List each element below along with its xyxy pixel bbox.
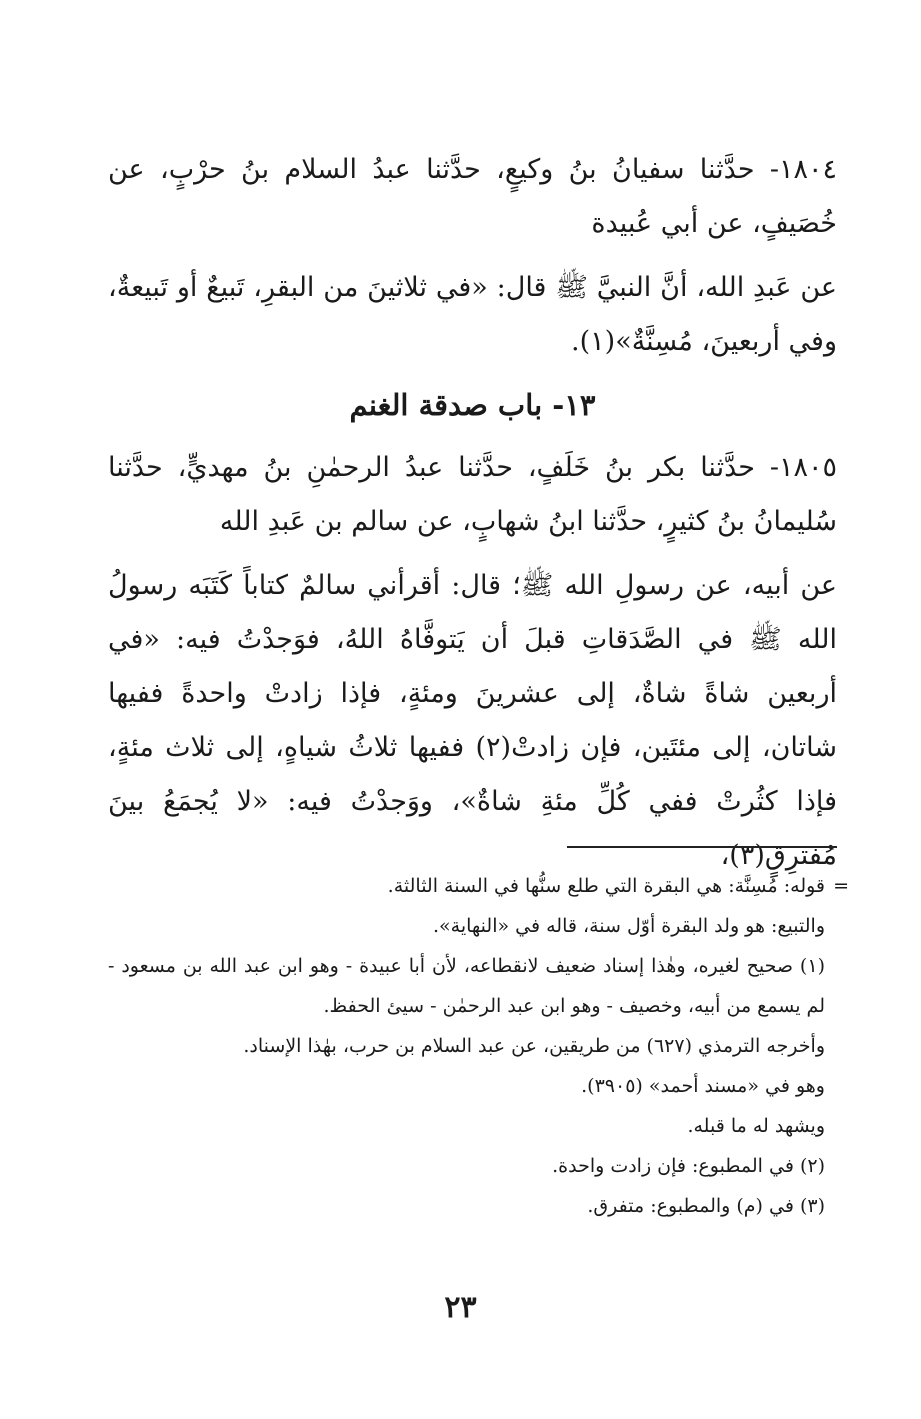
footnote-line: قوله: مُسِنَّة: هي البقرة التي طلع سنُّها في السنة الثالثة.: [387, 875, 825, 897]
footnote-divider: [567, 846, 837, 848]
hadith-1804-chain: ١٨٠٤- حدَّثنا سفيانُ بنُ وكيعٍ، حدَّثنا عبدُ السلام بنُ حرْبٍ، عن خُصَيفٍ، عن أبي عُبيدة: [108, 154, 837, 239]
footnote-2: (٢) في المطبوع: فإن زادت واحدة.: [552, 1155, 825, 1177]
footnote-line: ويشهد له ما قبله.: [687, 1115, 825, 1137]
footnote-3: (٣) في (م) والمطبوع: متفرق.: [587, 1195, 825, 1217]
section-heading: ١٣- باب صدقة الغنم: [349, 388, 596, 422]
hadith-1805-chain: ١٨٠٥- حدَّثنا بكر بنُ خَلَفٍ، حدَّثنا عبدُ الرحمٰنِ بنُ مهديٍّ، حدَّثنا سُليمانُ بنُ كثيرٍ، حدَّثنا ابنُ شهابٍ، عن سالم بن عَبدِ الله: [108, 452, 837, 537]
hadith-1805-text: عن أبيه، عن رسولِ الله ﷺ؛ قال: أقرأني سالمٌ كتاباً كَتَبَه رسولُ الله ﷺ في الصَّدَقاتِ قبلَ أن يَتوفَّاهُ اللهُ، فوَجدْتُ فيه: «في أربعين شاةً شاةٌ، إلى عشرينَ ومئةٍ، فإذا زادتْ واحدةً ففيها شاتان، إلى مئتَين، فإن زادتْ(٢) ففيها ثلاثُ شياهٍ، إلى ثلاث مئةٍ، فإذا كثُرتْ ففي كُلِّ مئةِ شاةٌ»، ووَجدْتُ فيه: «لا يُجمَعُ بينَ مُفترِقٍ(٣)،: [108, 570, 837, 871]
footnote-line: والتبيع: هو ولد البقرة أوّل سنة، قاله في «النهاية».: [432, 915, 825, 937]
main-text: [108, 143, 837, 891]
footnote-line: وأخرجه الترمذي (٦٢٧) من طريقين، عن عبد السلام بن حرب، بهٰذا الإسناد.: [243, 1035, 825, 1057]
footnote-continuation-mark: =: [833, 875, 849, 897]
footnote-line: وهو في «مسند أحمد» (٣٩٠٥).: [581, 1075, 825, 1097]
footnotes: [108, 866, 849, 1226]
page-number: ٢٣: [444, 1290, 477, 1325]
hadith-1804-text: عن عَبدِ الله، أنَّ النبيَّ ﷺ قال: «في ثلاثينَ من البقرِ، تَبيعٌ أو تَبيعةٌ، وفي أربعينَ، مُسِنَّةٌ»(١).: [108, 272, 837, 357]
footnote-1: (١) صحيح لغيره، وهٰذا إسناد ضعيف لانقطاعه، لأن أبا عبيدة - وهو ابن عبد الله بن مسعود - لم يسمع من أبيه، وخصيف - وهو ابن عبد الرحمٰن - سيئ الحفظ.: [108, 955, 825, 1017]
